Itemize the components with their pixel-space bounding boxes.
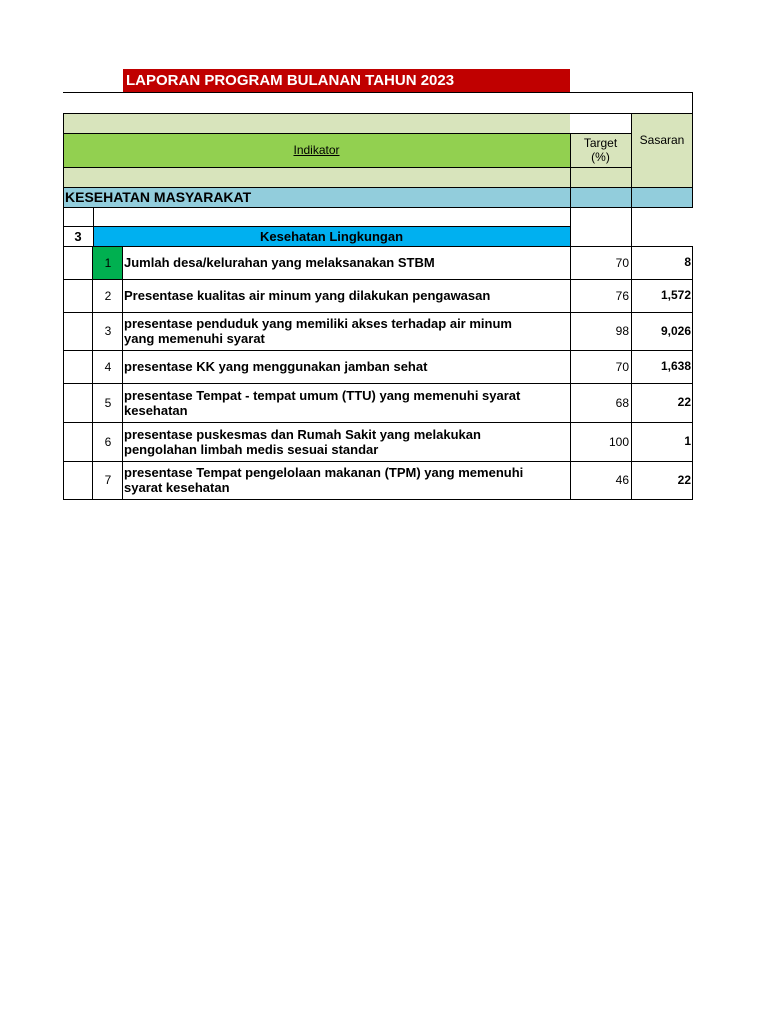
indicator-text-line1: presentase Tempat pengelolaan makanan (TPM) yang memenuhi [124,465,524,480]
indicator-header-cell [63,133,570,167]
grid-line [122,246,123,280]
sasaran-value: 8 [684,255,691,269]
indicator-cell [123,312,570,350]
section-row [63,187,693,207]
subsection-label: Kesehatan Lingkungan [93,226,570,246]
grid-line [631,422,632,462]
grid-line [63,383,64,423]
indicator-header-label: Indikator [293,143,340,157]
sasaran-value: 1,638 [660,359,691,373]
row-number: 6 [104,434,112,449]
target-value: 68 [615,395,629,410]
grid-line [570,312,571,351]
section-label: KESEHATAN MASYARAKAT [65,188,252,205]
indicator-text-line1: presentase KK yang menggunakan jamban sehat [124,359,428,374]
target-value: 70 [615,359,629,374]
grid-line [92,279,93,313]
sasaran-value: 1,572 [660,288,691,302]
grid-line [570,279,571,313]
grid-line [631,113,632,208]
grid-line [122,312,123,351]
grid-line [631,461,632,500]
target-value: 100 [608,434,629,449]
grid-line [631,312,632,351]
indicator-cell [123,279,570,312]
grid-line [63,246,693,247]
grid-line [63,461,64,500]
grid-line [92,383,93,423]
grid-line [692,279,693,313]
sasaran-value: 9,026 [660,323,691,338]
grid-line [692,383,693,423]
row-number: 1 [93,246,123,279]
target-header-unit: (%) [591,149,610,164]
sasaran-value: 22 [677,395,691,409]
grid-line [92,246,93,280]
indicator-text-line2: yang memenuhi syarat [124,331,265,346]
grid-line [63,499,93,500]
target-value: 76 [615,288,629,303]
indicator-text-line1: presentase Tempat - tempat umum (TTU) yang memenuhi syarat [124,387,521,403]
grid-line [63,279,64,313]
grid-line [92,461,93,500]
grid-line [92,312,93,351]
grid-line [93,207,94,247]
grid-line [570,133,571,208]
indicator-text-line1: presentase puskesmas dan Rumah Sakit yang melakukan [124,426,481,442]
grid-line [63,133,631,134]
grid-line [63,350,64,384]
grid-line [63,226,570,227]
grid-line [63,207,693,208]
row-number: 2 [104,288,112,303]
report-title: LAPORAN PROGRAM BULANAN TAHUN 2023 [123,69,570,92]
grid-line [63,187,693,188]
header-band-bottom [63,167,570,187]
grid-line [122,350,123,384]
grid-line [692,312,693,351]
table-top-border [63,92,693,93]
grid-line [63,246,64,280]
indicator-cell [123,350,570,383]
grid-line [692,246,693,280]
grid-line [63,207,64,247]
grid-line [692,461,693,500]
indicator-text-line1: Presentase kualitas air minum yang dilakukan pengawasan [124,288,491,303]
grid-line [570,207,571,247]
grid-line [570,383,571,423]
grid-line [631,246,632,280]
indicator-cell [123,461,570,499]
grid-line [63,167,631,168]
grid-line [63,113,693,114]
indicator-text-line2: pengolahan limbah medis sesuai standar [124,441,379,457]
row-number: 4 [104,359,112,374]
row-number: 5 [104,395,112,410]
sasaran-value: 22 [677,472,691,487]
grid-line [93,499,693,500]
indicator-text-line1: Jumlah desa/kelurahan yang melaksanakan STBM [124,255,435,270]
grid-line [692,92,693,208]
indicator-text-line2: syarat kesehatan [124,480,230,495]
grid-line [631,383,632,423]
subsection-number: 3 [74,228,82,244]
grid-line [570,246,571,280]
indicator-text-line1: presentase penduduk yang memiliki akses terhadap air minum [124,316,512,331]
grid-line [63,383,93,384]
grid-line [63,312,93,313]
grid-line [63,350,93,351]
header-band-top [63,113,570,133]
grid-line [122,383,123,423]
indicator-cell [123,422,570,461]
sasaran-header-cell [631,113,693,187]
grid-line [122,422,123,462]
grid-line [63,113,64,208]
indicator-cell [123,383,570,422]
indicator-cell [123,246,570,279]
grid-line [122,279,123,313]
grid-line [63,461,93,462]
sasaran-header-label: Sasaran [639,133,685,147]
grid-line [570,422,571,462]
grid-line [63,422,64,462]
grid-line [122,461,123,500]
grid-line [92,350,93,384]
grid-line [631,279,632,313]
target-header-band [570,167,631,187]
row-number: 3 [104,324,112,338]
target-value: 70 [615,255,629,270]
grid-line [63,312,64,351]
sasaran-value: 1 [684,434,691,448]
target-value: 46 [615,473,629,487]
grid-line [631,207,632,247]
grid-line [92,422,93,462]
grid-line [631,350,632,384]
grid-line [570,461,571,500]
row-number: 7 [104,473,112,487]
target-value: 98 [615,324,629,338]
target-header-cell [570,133,631,167]
grid-line [63,279,93,280]
grid-line [692,422,693,462]
grid-line [63,422,93,423]
grid-line [570,350,571,384]
indicator-text-line2: kesehatan [124,402,188,418]
grid-line [692,350,693,384]
target-header-label: Target [583,135,618,150]
